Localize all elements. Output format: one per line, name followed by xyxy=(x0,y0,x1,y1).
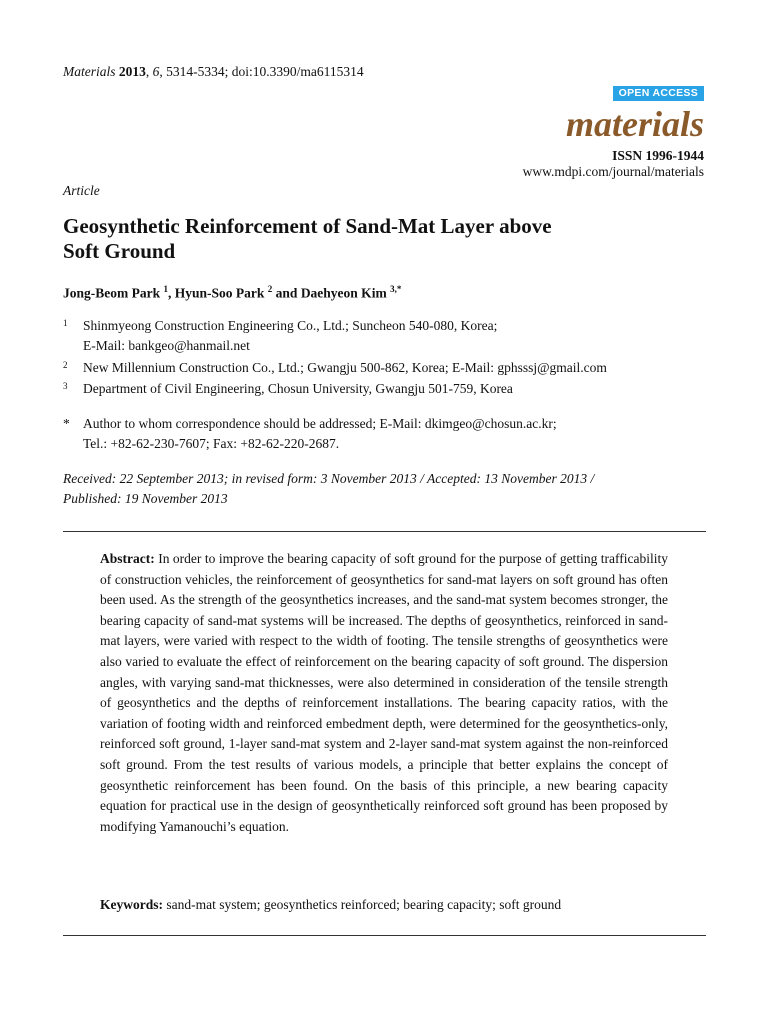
author-name: Hyun-Soo Park xyxy=(174,285,265,301)
author-separator: and xyxy=(272,285,301,301)
author-affiliation-mark: 3,* xyxy=(390,284,402,294)
affiliation-text xyxy=(83,358,713,378)
title-line-1: Geosynthetic Reinforcement of Sand-Mat Layer above xyxy=(63,214,552,238)
abstract xyxy=(100,549,668,837)
citation-line: Materials 2013, 6, 5314-5334; doi:10.3390/ma6115314 xyxy=(63,64,364,79)
abstract-label: Abstract: xyxy=(100,551,155,566)
affiliation-2 xyxy=(63,358,713,378)
citation-volume: 6 xyxy=(152,64,160,79)
keywords-text: sand-mat system; geosynthetics reinforced; bearing capacity; soft ground xyxy=(166,897,562,912)
correspondence-mark: * xyxy=(63,416,70,431)
page-title xyxy=(63,214,683,264)
citation-year: 2013 xyxy=(118,64,146,79)
journal-url[interactable]: www.mdpi.com/journal/materials xyxy=(522,164,704,179)
affiliation-line: Shinmyeong Construction Engineering Co., Ltd.; Suncheon 540-080, Korea; xyxy=(83,318,498,333)
affiliation-number: 1 xyxy=(63,318,68,328)
top-divider xyxy=(63,531,706,532)
journal-name: Materials xyxy=(63,64,116,79)
keywords-label: Keywords: xyxy=(100,897,163,912)
keywords xyxy=(100,897,668,913)
citation-pages-doi: 5314-5334; doi:10.3390/ma6115314 xyxy=(166,64,364,79)
open-access-badge: OPEN ACCESS xyxy=(613,86,704,101)
bottom-divider xyxy=(63,935,706,936)
affiliation-line: Department of Civil Engineering, Chosun University, Gwangju 501-759, Korea xyxy=(83,381,513,396)
author-affiliation-mark: 1 xyxy=(163,284,168,294)
affiliation-line: New Millennium Construction Co., Ltd.; Gwangju 500-862, Korea; E-Mail: gphsssj@gmail.com xyxy=(83,360,607,375)
dates-line-1: Received: 22 September 2013; in revised form: 3 November 2013 / Accepted: 13 November 2013 / xyxy=(63,471,595,486)
correspondence-phone: Tel.: +82-62-230-7607; Fax: +82-62-220-2687. xyxy=(83,436,340,451)
author-affiliation-mark: 2 xyxy=(267,284,273,294)
correspondence-text xyxy=(83,414,713,454)
correspondence-line: Author to whom correspondence should be addressed; E-Mail: dkimgeo@chosun.ac.kr; xyxy=(83,416,557,431)
affiliation-text xyxy=(83,379,713,399)
affiliation-text xyxy=(83,316,713,356)
publication-dates xyxy=(63,469,713,509)
article-type: Article xyxy=(63,183,100,198)
affiliation-number: 2 xyxy=(63,360,68,370)
journal-logo: materials xyxy=(565,104,704,144)
dates-line-2: Published: 19 November 2013 xyxy=(63,491,228,506)
affiliation-1 xyxy=(63,316,713,356)
affiliation-number: 3 xyxy=(63,381,68,391)
title-line-2: Soft Ground xyxy=(63,239,176,263)
affiliation-email[interactable]: E-Mail: bankgeo@hanmail.net xyxy=(83,338,250,353)
abstract-text: In order to improve the bearing capacity of soft ground for the purpose of getting trafficability of construction vehicles, the reinforcement of geosynthetics for sand-mat layers on soft ground has often been used. As the strength of the geosynthetics increases, and the sand-mat system becomes stronger, the bearing capacity of sand-mat systems will be increased. The depths of geosynthetics, reinforced in sand-mat layers, were varied with respect to the width of footing. The tensile strengths of geosynthetics were also varied to evaluate the effect of reinforcement on the bearing capacity of soft ground. The dispersion angles, with varying sand-mat thicknesses, were also determined in consideration of the tensile strength of geosynthetics and the depths of reinforcement installations. The bearing capacity ratios, with the variation of footing width and reinforced embedment depth, were determined for the geosynthetics-only, reinforced soft ground, 1-layer sand-mat system and 2-layer sand-mat system against the non-reinforced soft ground. From the test results of various models, a principle that better explains the concept of geosynthetic reinforcement has been found. On the basis of this principle, a new bearing capacity equation for practical use in the design of geosynthetically reinforced soft ground has been proposed by modifying Yamanouchi’s equation. xyxy=(100,551,669,834)
author-name: Daehyeon Kim xyxy=(300,285,387,301)
correspondence xyxy=(63,414,713,454)
affiliation-3 xyxy=(63,379,713,399)
author-name: Jong-Beom Park xyxy=(63,285,161,301)
author-separator: , xyxy=(168,285,175,301)
author-list xyxy=(63,284,401,302)
issn: ISSN 1996-1944 xyxy=(612,148,704,163)
